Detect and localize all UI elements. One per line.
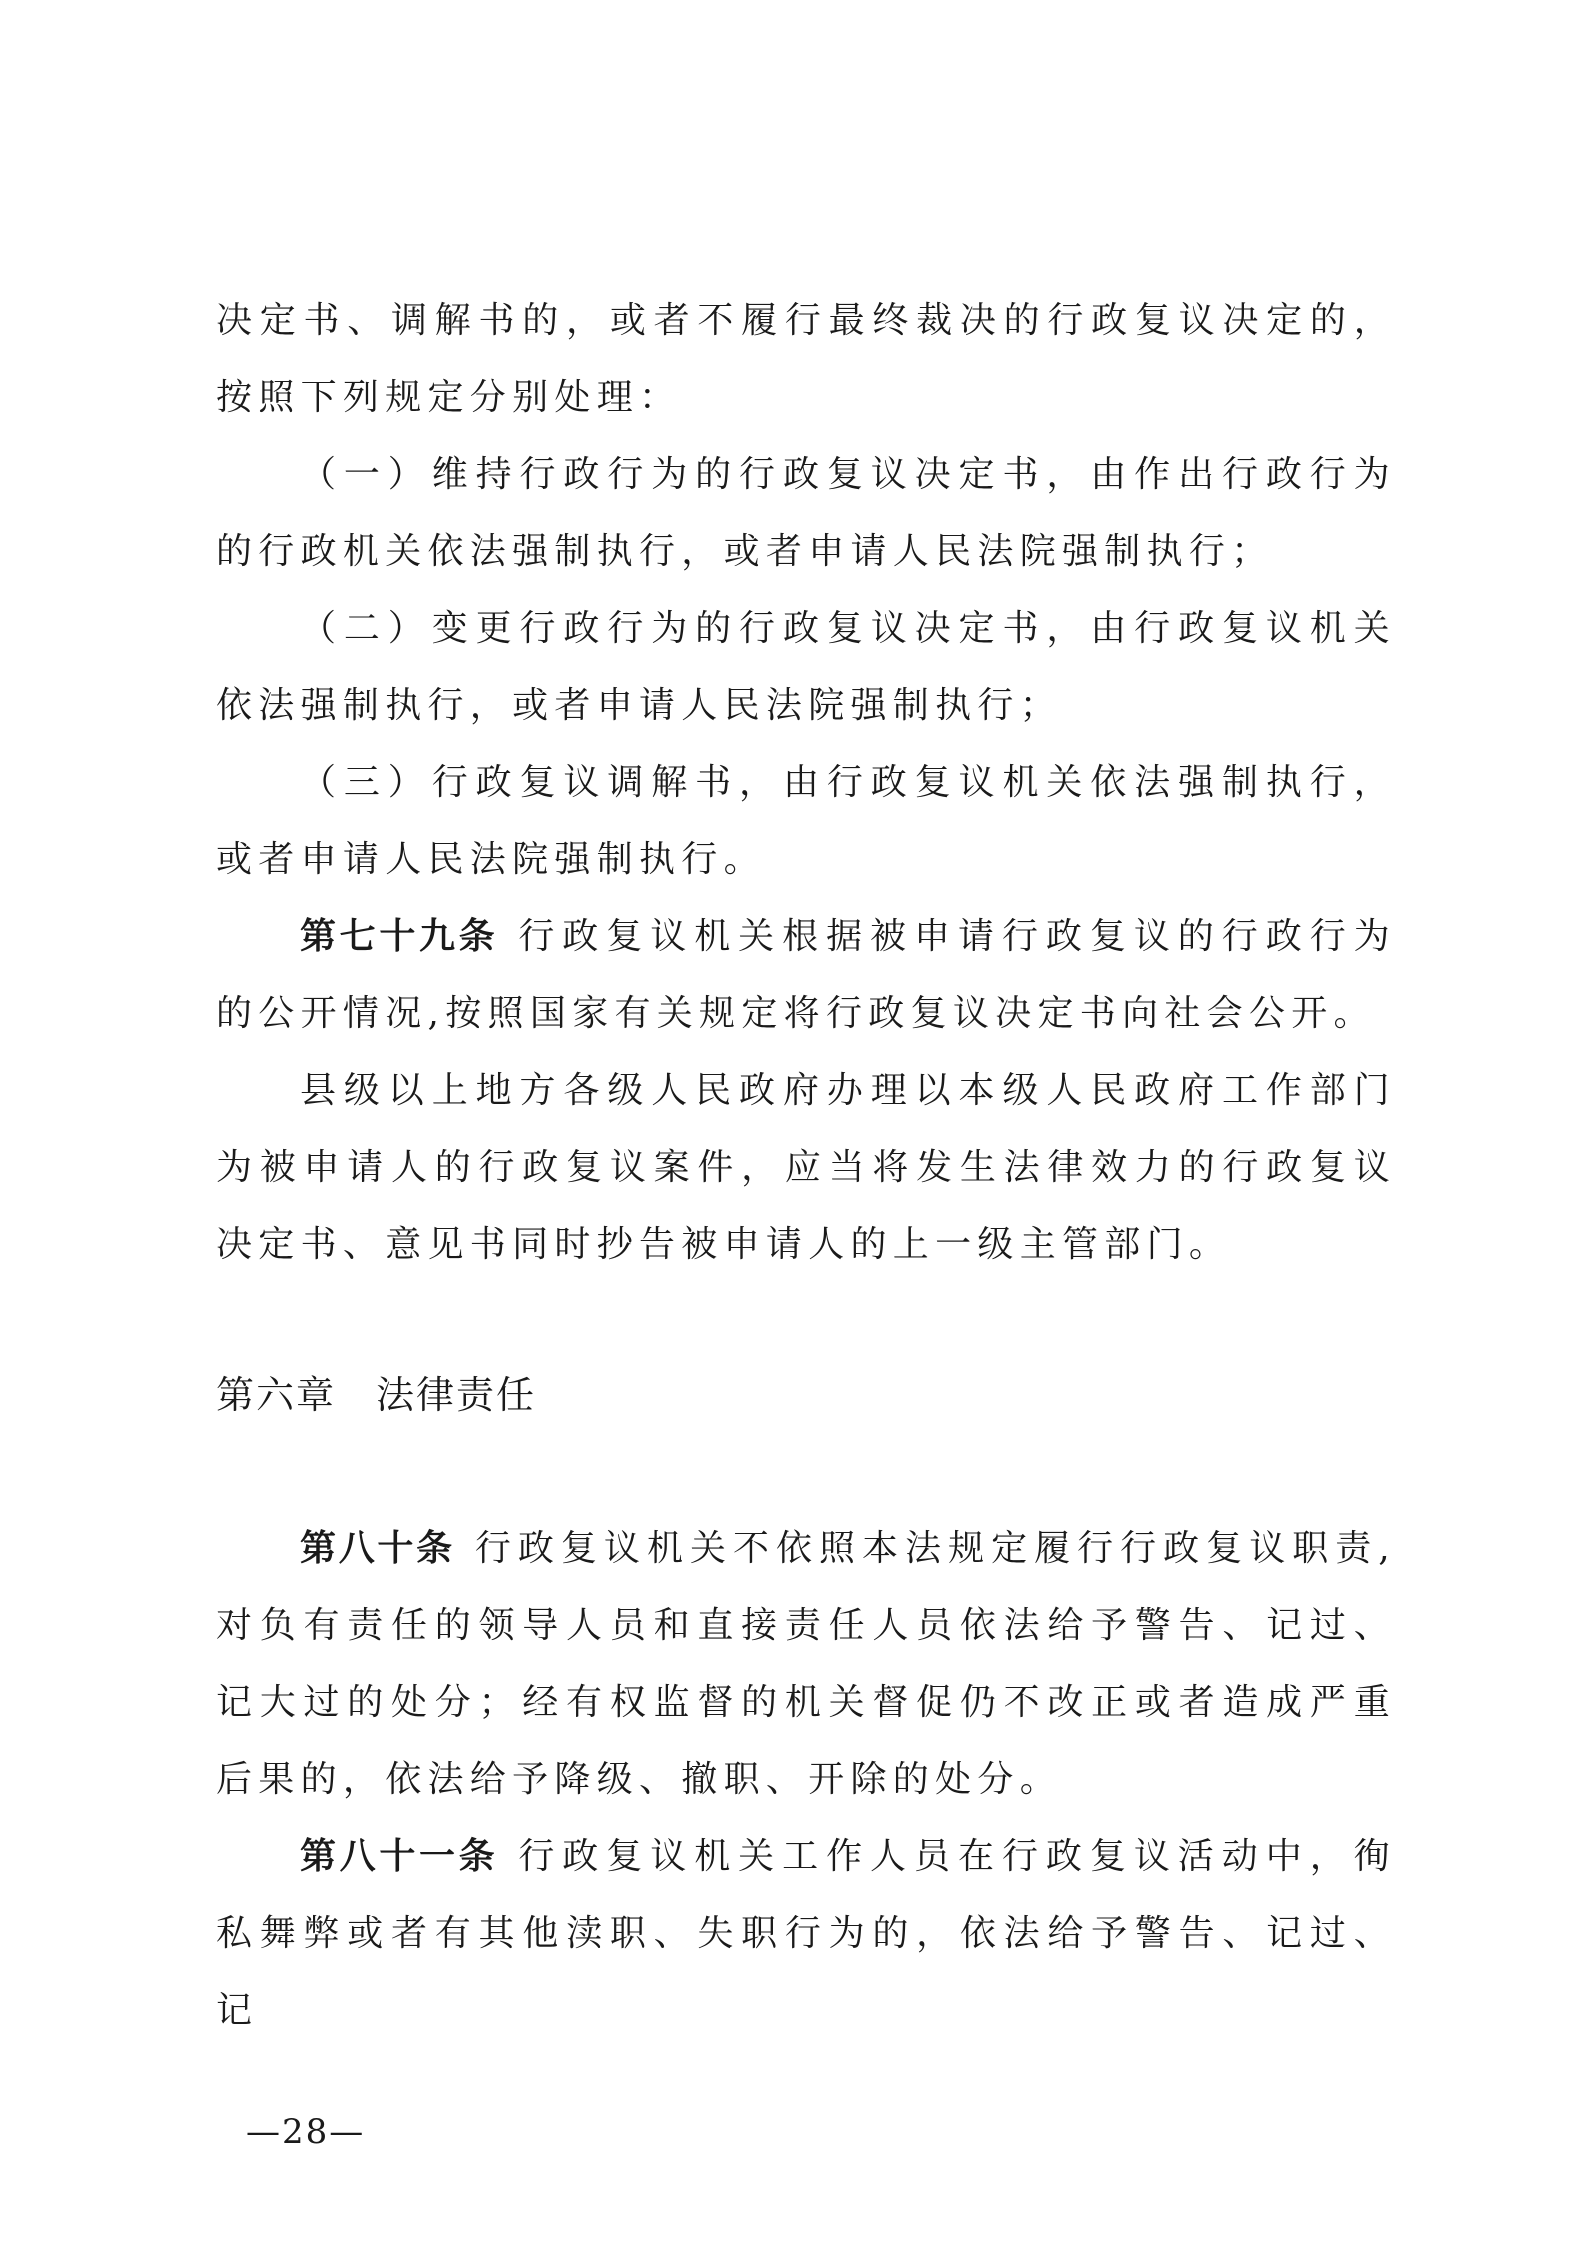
article-heading: 第七十九条: [300, 916, 499, 957]
article-79: [216, 898, 1396, 1052]
document-body: [216, 282, 1396, 2049]
paragraph-text: 行政复议机关不依照本法规定履行行政复议职责,对负有责任的领导人员和直接责任人员依法给予警告、记过、记大过的处分；经有权监督的机关督促仍不改正或者造成严重后果的，依法给予降级、撤职、开除的处分。: [216, 1528, 1396, 1800]
paragraph-text: 决定书、调解书的，或者不履行最终裁决的行政复议决定的，按照下列规定分别处理：: [216, 300, 1396, 418]
paragraph-text: （一）维持行政行为的行政复议决定书，由作出行政行为的行政机关依法强制执行，或者申请人民法院强制执行；: [216, 454, 1396, 572]
article-81: [216, 1818, 1396, 2049]
paragraph-continuation: [216, 282, 1396, 436]
article-heading: 第八十条: [300, 1528, 455, 1569]
chapter-title: 第六章 法律责任: [216, 1373, 537, 1417]
article-heading: 第八十一条: [300, 1836, 499, 1877]
paragraph-text: 县级以上地方各级人民政府办理以本级人民政府工作部门为被申请人的行政复议案件，应当将发生法律效力的行政复议决定书、意见书同时抄告被申请人的上一级主管部门。: [216, 1070, 1396, 1265]
clause-item-2: [216, 590, 1396, 744]
paragraph-text: 行政复议机关工作人员在行政复议活动中，徇私舞弊或者有其他渎职、失职行为的，依法给予警告、记过、记: [216, 1836, 1396, 2031]
clause-item-3: [216, 744, 1396, 898]
clause-item-1: [216, 436, 1396, 590]
article-80: [216, 1510, 1396, 1818]
page-number: —28—: [246, 2112, 366, 2152]
paragraph-text: （三）行政复议调解书，由行政复议机关依法强制执行，或者申请人民法院强制执行。: [216, 762, 1396, 880]
paragraph-text: 行政复议机关根据被申请行政复议的行政行为的公开情况,按照国家有关规定将行政复议决定书向社会公开。: [216, 916, 1396, 1034]
paragraph-text: （二）变更行政行为的行政复议决定书，由行政复议机关依法强制执行，或者申请人民法院强制执行；: [216, 608, 1396, 726]
article-79-paragraph-2: [216, 1052, 1396, 1283]
